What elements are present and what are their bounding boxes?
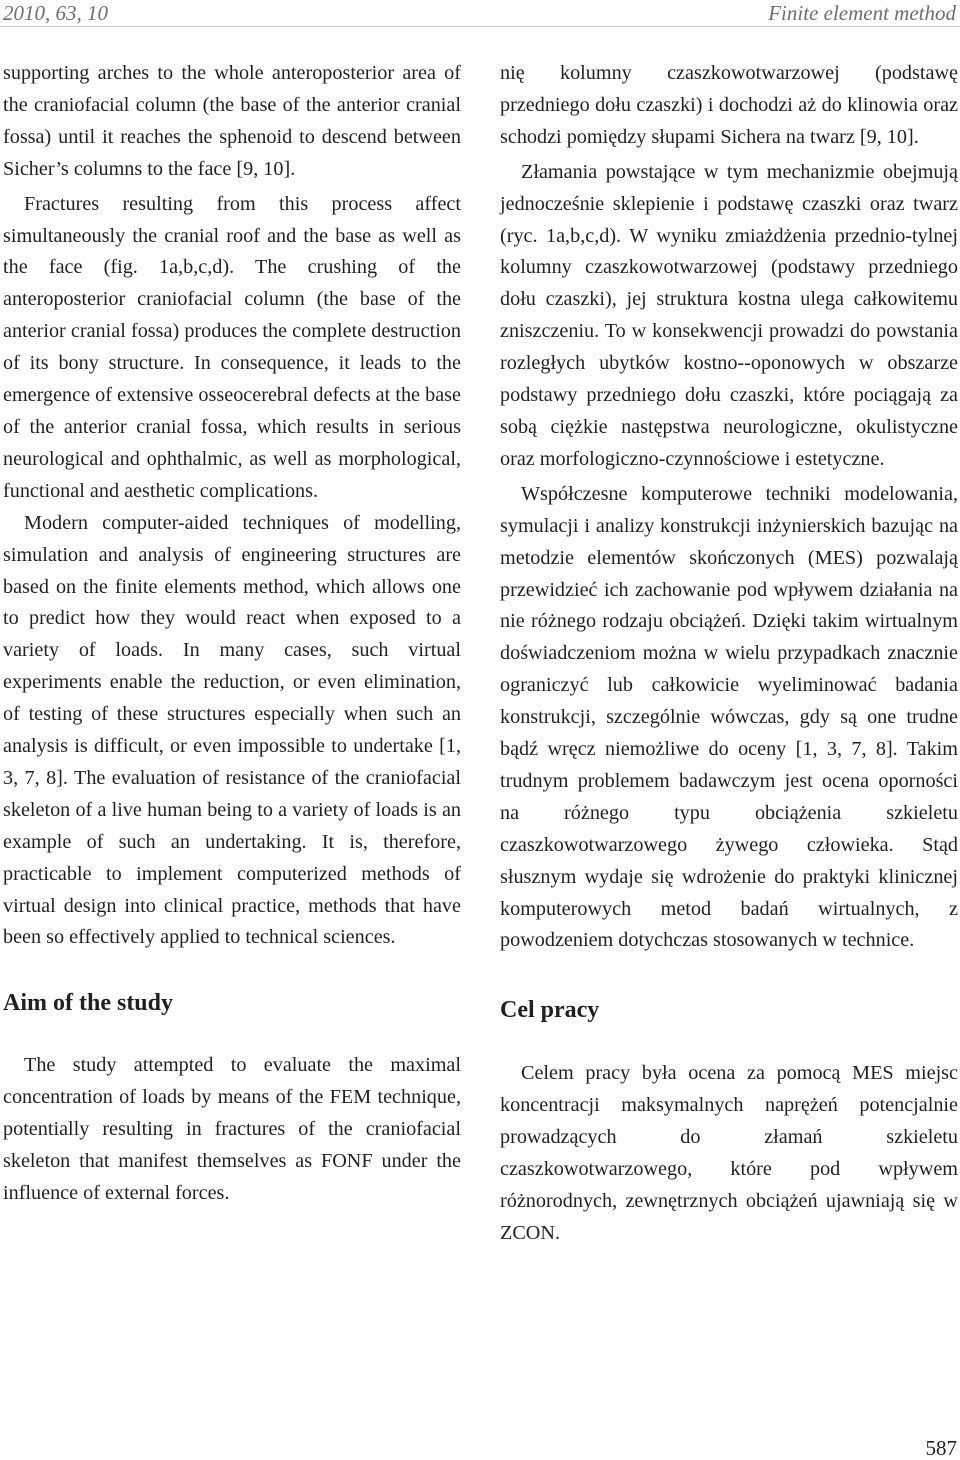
section-heading-cel: Cel pracy [500,997,600,1024]
body-paragraph: nię kolumny czaszkowotwarzowej (podstawę przedniego dołu czaszki) i dochodzi aż do klinowia oraz schodzi pomiędzy słupami Sichera na twarz [9, 10]. [500,62,958,148]
body-paragraph: Fractures resulting from this process affect simultaneously the cranial roof and the base as well as the face (fig. 1a,b,c,d). The crushing of the anteroposterior craniofacial column (the base of the anterior cranial fossa) produces the complete destruction of its bony structure. In consequence, it leads to the emergence of extensive osseocerebral defects at the base of the anterior cranial fossa, which results in serious neurological and ophthalmic, as well as morphological, functional and aesthetic complications. [3,192,461,502]
running-header [0,0,960,27]
body-paragraph: supporting arches to the whole anteroposterior area of the craniofacial column (the base of the anterior cranial fossa) until it reaches the sphenoid to descend between Sicher’s columns to the face [9, 10]. [3,62,461,180]
polish-column [500,58,958,1250]
body-paragraph: Współczesne komputerowe techniki modelowania, symulacji i analizy konstrukcji inżynierskich bazując na metodzie elementów skończonych (MES) pozwalają przewidzieć ich zachowanie pod wpływem działania na nie różnego rodzaju obciążeń. Dzięki takim wirtualnym doświadczeniom można w wielu przypadkach znacznie ograniczyć lub całkowicie wyeliminować badania konstrukcji, szczególnie wówczas, gdy są one trudne bądź wręcz niemożliwe do oceny [1, 3, 7, 8]. Takim trudnym problemem badawczym jest ocena oporności na różnego typu obciążenia szkieletu czaszkowotwarzowego żywego człowieka. Stąd słusznym wydaje się wdrożenie do praktyki klinicznej komputerowych metod badań wirtualnych, z powodzeniem dotychczas stosowanych w technice. [500,482,958,952]
body-paragraph: Modern computer-aided techniques of modelling, simulation and analysis of engineering structures are based on the finite elements method, which allows one to predict how they would react when exposed to a variety of loads. In many cases, such virtual experiments enable the reduction, or even elimination, of testing of these structures especially when such an analysis is difficult, or even impossible to undertake [1, 3, 7, 8]. The evaluation of resistance of the craniofacial skeleton of a live human being to a variety of loads is an example of such an undertaking. It is, therefore, practicable to implement computerized methods of virtual design into clinical practice, methods that have been so effectively applied to technical sciences. [3,511,461,949]
running-title: Finite element method [768,1,956,25]
aim-paragraph: The study attempted to evaluate the maximal concentration of loads by means of the FEM technique, potentially resulting in fractures of the craniofacial skeleton that manifest themselves as FONF under the influence of external forces. [3,1054,461,1204]
english-column [3,58,461,1210]
body-paragraph: Złamania powstające w tym mechanizmie obejmują jednocześnie sklepienie i podstawę czaszki oraz twarz (ryc. 1a,b,c,d). W wyniku zmiażdżenia przednio-tylnej kolumny czaszkowotwarzowej (podstawy przedniego dołu czaszki), jej struktura kostna ulega całkowitemu zniszczeniu. To w konsekwencji prowadzi do powstania rozległych ubytków kostno--oponowych w obszarze podstawy przedniego dołu czaszki, które pociągają za sobą ciężkie następstwa neurologiczne, okulistyczne oraz morfologiczno-czynnościowe i estetyczne. [500,160,958,470]
journal-citation: 2010, 63, 10 [3,1,108,25]
aim-paragraph: Celem pracy była ocena za pomocą MES miejsc koncentracji maksymalnych naprężeń potencjalnie prowadzących do złamań szkieletu czaszkowotwarzowego, które pod wpływem różnorodnych, zewnętrznych obciążeń ujawniają się w ZCON. [500,1062,958,1244]
page-number: 587 [925,1436,957,1460]
section-heading-aim: Aim of the study [3,990,174,1017]
